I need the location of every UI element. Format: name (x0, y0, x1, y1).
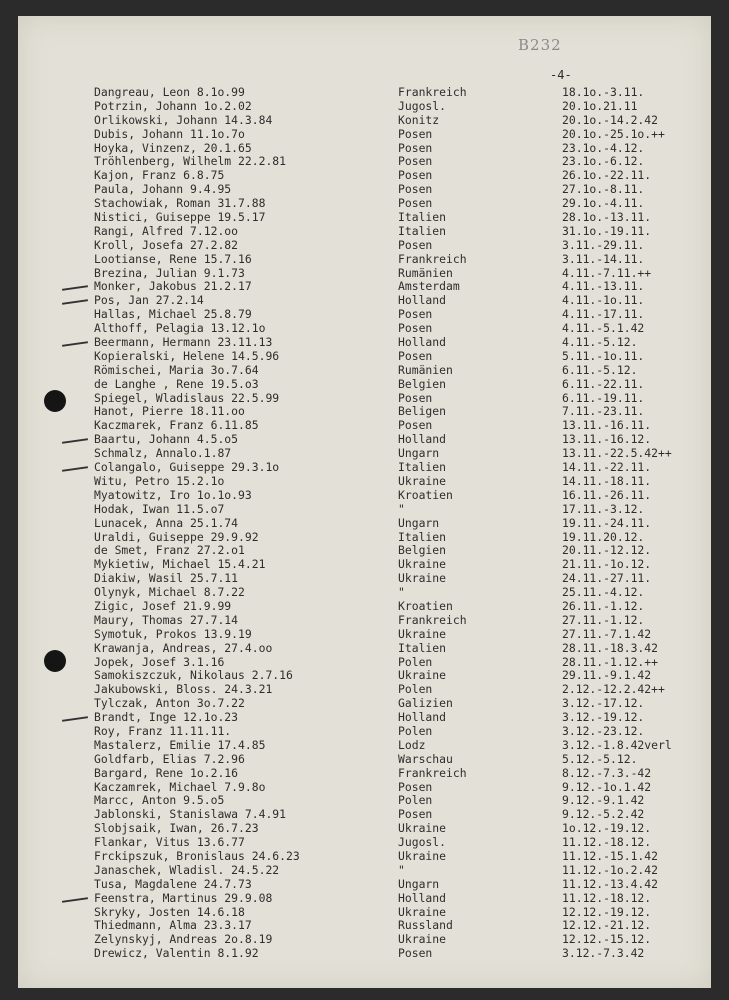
stay-dates: 3.11.-14.11. (562, 251, 645, 266)
register-row (18, 781, 711, 795)
person-name-birthdate: Hallas, Michael 25.8.79 (94, 307, 252, 322)
register-row (18, 850, 711, 864)
person-name-birthdate: Jopek, Josef 3.1.16 (94, 654, 225, 669)
person-name-birthdate: Tröhlenberg, Wilhelm 22.2.81 (94, 154, 287, 169)
stay-dates: 3.12.-23.12. (562, 723, 645, 738)
stay-dates: 11.12.-18.12. (562, 835, 652, 850)
person-name-birthdate: Tylczak, Anton 3o.7.22 (94, 696, 245, 711)
stay-dates: 12.12.-21.12. (562, 918, 652, 933)
stay-dates: 4.11.-1o.11. (562, 293, 645, 308)
person-name-birthdate: Bargard, Rene 1o.2.16 (94, 765, 239, 780)
person-name-birthdate: Myatowitz, Iro 1o.1o.93 (94, 487, 252, 502)
register-row (18, 155, 711, 169)
pencil-tick-mark (62, 438, 88, 444)
person-name-birthdate: Althoff, Pelagia 13.12.1o (94, 321, 266, 336)
person-name-birthdate: Maury, Thomas 27.7.14 (94, 612, 239, 627)
person-name-birthdate: Kaczamrek, Michael 7.9.8o (94, 779, 266, 794)
origin-place: Amsterdam (398, 279, 460, 294)
register-row (18, 919, 711, 933)
pencil-tick-mark (62, 300, 88, 306)
stay-dates: 11.12.-1o.2.42 (562, 862, 659, 877)
register-list (18, 86, 711, 961)
register-row (18, 267, 711, 281)
person-name-birthdate: Pos, Jan 27.2.14 (94, 293, 204, 308)
stay-dates: 26.1o.-22.11. (562, 168, 652, 183)
stay-dates: 28.11.-18.3.42 (562, 640, 659, 655)
register-row (18, 322, 711, 336)
person-name-birthdate: Zigic, Josef 21.9.99 (94, 598, 232, 613)
stay-dates: 27.11.-7.1.42 (562, 626, 652, 641)
origin-place: Ukraine (398, 557, 447, 572)
origin-place: Kroatien (398, 487, 453, 502)
register-row (18, 336, 711, 350)
origin-place: Frankreich (398, 251, 467, 266)
register-row (18, 558, 711, 572)
register-row (18, 600, 711, 614)
pencil-tick-mark (62, 897, 88, 903)
origin-place: Polen (398, 682, 433, 697)
person-name-birthdate: Krawanja, Andreas, 27.4.oo (94, 640, 273, 655)
pencil-annotation: B232 (518, 36, 562, 54)
person-name-birthdate: Schmalz, Annalo.1.87 (94, 446, 232, 461)
person-name-birthdate: Kroll, Josefa 27.2.82 (94, 237, 239, 252)
origin-place: Beligen (398, 404, 447, 419)
register-row (18, 503, 711, 517)
person-name-birthdate: Hodak, Iwan 11.5.o7 (94, 501, 225, 516)
person-name-birthdate: Paula, Johann 9.4.95 (94, 182, 232, 197)
origin-place: Rumänien (398, 362, 453, 377)
register-row (18, 405, 711, 419)
stay-dates: 4.11.-7.11.++ (562, 265, 652, 280)
stay-dates: 9.12.-5.2.42 (562, 807, 645, 822)
stay-dates: 8.12.-7.3.-42 (562, 765, 652, 780)
person-name-birthdate: Frckipszuk, Bronislaus 24.6.23 (94, 848, 300, 863)
origin-place: Posen (398, 348, 433, 363)
register-row (18, 211, 711, 225)
origin-place: Posen (398, 154, 433, 169)
stay-dates: 13.11.-16.12. (562, 432, 652, 447)
origin-place: Holland (398, 710, 447, 725)
stay-dates: 3.12.-17.12. (562, 696, 645, 711)
person-name-birthdate: Spiegel, Wladislaus 22.5.99 (94, 390, 280, 405)
stay-dates: 5.11.-1o.11. (562, 348, 645, 363)
stay-dates: 28.1o.-13.11. (562, 210, 652, 225)
register-row (18, 100, 711, 114)
register-row (18, 947, 711, 961)
pencil-tick-mark (62, 341, 88, 347)
pencil-tick-mark (62, 716, 88, 722)
origin-place: Posen (398, 418, 433, 433)
origin-place: Jugosl. (398, 98, 447, 113)
person-name-birthdate: Thiedmann, Alma 23.3.17 (94, 918, 252, 933)
register-row (18, 183, 711, 197)
register-row (18, 725, 711, 739)
register-row (18, 753, 711, 767)
register-row (18, 433, 711, 447)
stay-dates: 28.11.-1.12.++ (562, 654, 659, 669)
register-row (18, 128, 711, 142)
person-name-birthdate: Hanot, Pierre 18.11.oo (94, 404, 245, 419)
origin-place: Italien (398, 460, 447, 475)
register-row (18, 461, 711, 475)
origin-place: Ukraine (398, 668, 447, 683)
register-row (18, 197, 711, 211)
origin-place: Ukraine (398, 932, 447, 947)
stay-dates: 3.12.-19.12. (562, 710, 645, 725)
origin-place: Polen (398, 793, 433, 808)
person-name-birthdate: Lootianse, Rene 15.7.16 (94, 251, 252, 266)
stay-dates: 7.11.-23.11. (562, 404, 645, 419)
register-row (18, 253, 711, 267)
stay-dates: 6.11.-22.11. (562, 376, 645, 391)
person-name-birthdate: Potrzin, Johann 1o.2.02 (94, 98, 252, 113)
origin-place: Holland (398, 890, 447, 905)
stay-dates: 16.11.-26.11. (562, 487, 652, 502)
person-name-birthdate: Mastalerz, Emilie 17.4.85 (94, 737, 266, 752)
stay-dates: 25.11.-4.12. (562, 585, 645, 600)
origin-place: Galizien (398, 696, 453, 711)
stay-dates: 4.11.-5.1.42 (562, 321, 645, 336)
person-name-birthdate: Roy, Franz 11.11.11. (94, 723, 232, 738)
register-row (18, 656, 711, 670)
person-name-birthdate: Mykietiw, Michael 15.4.21 (94, 557, 266, 572)
register-row (18, 933, 711, 947)
person-name-birthdate: Feenstra, Martinus 29.9.08 (94, 890, 273, 905)
origin-place: Ukraine (398, 626, 447, 641)
register-row (18, 392, 711, 406)
person-name-birthdate: Kaczmarek, Franz 6.11.85 (94, 418, 259, 433)
person-name-birthdate: Diakiw, Wasil 25.7.11 (94, 571, 239, 586)
person-name-birthdate: Tusa, Magdalene 24.7.73 (94, 876, 252, 891)
stay-dates: 6.11.-5.12. (562, 362, 638, 377)
stay-dates: 26.11.-1.12. (562, 598, 645, 613)
stay-dates: 14.11.-22.11. (562, 460, 652, 475)
stay-dates: 1o.12.-19.12. (562, 821, 652, 836)
stay-dates: 3.11.-29.11. (562, 237, 645, 252)
origin-place: Posen (398, 946, 433, 961)
stay-dates: 29.11.-9.1.42 (562, 668, 652, 683)
stay-dates: 13.11.-16.11. (562, 418, 652, 433)
stay-dates: 5.12.-5.12. (562, 751, 638, 766)
person-name-birthdate: Zelynskyj, Andreas 2o.8.19 (94, 932, 273, 947)
stay-dates: 20.1o.-14.2.42 (562, 112, 659, 127)
stay-dates: 23.1o.-6.12. (562, 154, 645, 169)
origin-place: Holland (398, 293, 447, 308)
person-name-birthdate: Goldfarb, Elias 7.2.96 (94, 751, 245, 766)
origin-place: Frankreich (398, 765, 467, 780)
person-name-birthdate: Kopieralski, Helene 14.5.96 (94, 348, 280, 363)
stay-dates: 3.12.-7.3.42 (562, 946, 645, 961)
origin-place: Ukraine (398, 571, 447, 586)
person-name-birthdate: Slobjsaik, Iwan, 26.7.23 (94, 821, 259, 836)
register-row (18, 586, 711, 600)
stay-dates: 20.11.-12.12. (562, 543, 652, 558)
stay-dates: 27.11.-1.12. (562, 612, 645, 627)
stay-dates: 2.12.-12.2.42++ (562, 682, 665, 697)
register-row (18, 642, 711, 656)
person-name-birthdate: Jakubowski, Bloss. 24.3.21 (94, 682, 273, 697)
origin-place: Italien (398, 223, 447, 238)
origin-place: Russland (398, 918, 453, 933)
page-number: -4- (550, 68, 572, 82)
origin-place: Posen (398, 168, 433, 183)
origin-place: Posen (398, 390, 433, 405)
origin-place: Posen (398, 807, 433, 822)
document-page (18, 16, 711, 988)
stay-dates: 4.11.-13.11. (562, 279, 645, 294)
register-row (18, 350, 711, 364)
origin-place: Holland (398, 335, 447, 350)
person-name-birthdate: Uraldi, Guiseppe 29.9.92 (94, 529, 259, 544)
register-row (18, 169, 711, 183)
person-name-birthdate: Jablonski, Stanislawa 7.4.91 (94, 807, 287, 822)
register-row (18, 864, 711, 878)
register-row (18, 739, 711, 753)
person-name-birthdate: Janaschek, Wladisl. 24.5.22 (94, 862, 280, 877)
origin-place: Posen (398, 126, 433, 141)
person-name-birthdate: de Smet, Franz 27.2.o1 (94, 543, 245, 558)
stay-dates: 31.1o.-19.11. (562, 223, 652, 238)
stay-dates: 4.11.-5.12. (562, 335, 638, 350)
register-row (18, 572, 711, 586)
person-name-birthdate: de Langhe , Rene 19.5.o3 (94, 376, 259, 391)
register-row (18, 836, 711, 850)
stay-dates: 4.11.-17.11. (562, 307, 645, 322)
origin-place: Ungarn (398, 515, 440, 530)
register-row (18, 531, 711, 545)
origin-place: Polen (398, 723, 433, 738)
pencil-tick-mark (62, 286, 88, 292)
person-name-birthdate: Baartu, Johann 4.5.o5 (94, 432, 239, 447)
register-row (18, 544, 711, 558)
register-row (18, 364, 711, 378)
origin-place: Lodz (398, 737, 426, 752)
person-name-birthdate: Kajon, Franz 6.8.75 (94, 168, 225, 183)
person-name-birthdate: Stachowiak, Roman 31.7.88 (94, 196, 266, 211)
stay-dates: 27.1o.-8.11. (562, 182, 645, 197)
person-name-birthdate: Flankar, Vitus 13.6.77 (94, 835, 245, 850)
person-name-birthdate: Marcc, Anton 9.5.o5 (94, 793, 225, 808)
origin-place: Warschau (398, 751, 453, 766)
register-row (18, 878, 711, 892)
origin-place: Ukraine (398, 848, 447, 863)
register-row (18, 683, 711, 697)
person-name-birthdate: Witu, Petro 15.2.1o (94, 473, 225, 488)
origin-place: Holland (398, 432, 447, 447)
stay-dates: 13.11.-22.5.42++ (562, 446, 672, 461)
register-row (18, 378, 711, 392)
stay-dates: 12.12.-19.12. (562, 904, 652, 919)
register-row (18, 711, 711, 725)
person-name-birthdate: Beermann, Hermann 23.11.13 (94, 335, 273, 350)
register-row (18, 142, 711, 156)
stay-dates: 12.12.-15.12. (562, 932, 652, 947)
stay-dates: 21.11.-1o.12. (562, 557, 652, 572)
person-name-birthdate: Drewicz, Valentin 8.1.92 (94, 946, 259, 961)
register-row (18, 808, 711, 822)
origin-place: Italien (398, 210, 447, 225)
register-row (18, 447, 711, 461)
origin-place: Kroatien (398, 598, 453, 613)
person-name-birthdate: Hoyka, Vinzenz, 20.1.65 (94, 140, 252, 155)
register-row (18, 517, 711, 531)
person-name-birthdate: Monker, Jakobus 21.2.17 (94, 279, 252, 294)
person-name-birthdate: Dangreau, Leon 8.1o.99 (94, 85, 245, 99)
origin-place: Jugosl. (398, 835, 447, 850)
register-row (18, 114, 711, 128)
origin-place: Posen (398, 779, 433, 794)
register-row (18, 906, 711, 920)
origin-place: Italien (398, 640, 447, 655)
origin-place: Posen (398, 321, 433, 336)
stay-dates: 20.1o.-25.1o.++ (562, 126, 665, 141)
register-row (18, 794, 711, 808)
origin-place: Belgien (398, 543, 447, 558)
origin-place: " (398, 501, 405, 516)
stay-dates: 19.11.20.12. (562, 529, 645, 544)
register-row (18, 308, 711, 322)
person-name-birthdate: Brezina, Julian 9.1.73 (94, 265, 245, 280)
origin-place: Konitz (398, 112, 440, 127)
register-row (18, 294, 711, 308)
origin-place: Ungarn (398, 876, 440, 891)
person-name-birthdate: Römischei, Maria 3o.7.64 (94, 362, 259, 377)
stay-dates: 11.12.-13.4.42 (562, 876, 659, 891)
origin-place: Belgien (398, 376, 447, 391)
origin-place: Frankreich (398, 612, 467, 627)
register-row (18, 767, 711, 781)
person-name-birthdate: Colangalo, Guiseppe 29.3.1o (94, 460, 280, 475)
stay-dates: 9.12.-1o.1.42 (562, 779, 652, 794)
register-row (18, 489, 711, 503)
origin-place: Polen (398, 654, 433, 669)
origin-place: Posen (398, 237, 433, 252)
stay-dates: 9.12.-9.1.42 (562, 793, 645, 808)
origin-place: Frankreich (398, 85, 467, 99)
register-row (18, 628, 711, 642)
stay-dates: 3.12.-1.8.42verl (562, 737, 672, 752)
stay-dates: 23.1o.-4.12. (562, 140, 645, 155)
person-name-birthdate: Symotuk, Prokos 13.9.19 (94, 626, 252, 641)
stay-dates: 14.11.-18.11. (562, 473, 652, 488)
origin-place: Ukraine (398, 473, 447, 488)
origin-place: Italien (398, 529, 447, 544)
origin-place: Ungarn (398, 446, 440, 461)
origin-place: Posen (398, 182, 433, 197)
origin-place: " (398, 585, 405, 600)
person-name-birthdate: Rangi, Alfred 7.12.oo (94, 223, 239, 238)
origin-place: Posen (398, 140, 433, 155)
person-name-birthdate: Dubis, Johann 11.1o.7o (94, 126, 245, 141)
origin-place: Ukraine (398, 821, 447, 836)
stay-dates: 19.11.-24.11. (562, 515, 652, 530)
pencil-tick-mark (62, 466, 88, 472)
register-row (18, 86, 711, 100)
origin-place: Posen (398, 307, 433, 322)
register-row (18, 475, 711, 489)
register-row (18, 669, 711, 683)
origin-place: Posen (398, 196, 433, 211)
stay-dates: 20.1o.21.11 (562, 98, 638, 113)
person-name-birthdate: Samokiszczuk, Nikolaus 2.7.16 (94, 668, 293, 683)
register-row (18, 822, 711, 836)
person-name-birthdate: Skryky, Josten 14.6.18 (94, 904, 245, 919)
person-name-birthdate: Lunacek, Anna 25.1.74 (94, 515, 239, 530)
stay-dates: 11.12.-15.1.42 (562, 848, 659, 863)
person-name-birthdate: Brandt, Inge 12.1o.23 (94, 710, 239, 725)
stay-dates: 18.1o.-3.11. (562, 85, 645, 99)
register-row (18, 419, 711, 433)
stay-dates: 17.11.-3.12. (562, 501, 645, 516)
stay-dates: 29.1o.-4.11. (562, 196, 645, 211)
stay-dates: 6.11.-19.11. (562, 390, 645, 405)
register-row (18, 614, 711, 628)
origin-place: " (398, 862, 405, 877)
person-name-birthdate: Orlikowski, Johann 14.3.84 (94, 112, 273, 127)
stay-dates: 24.11.-27.11. (562, 571, 652, 586)
person-name-birthdate: Olynyk, Michael 8.7.22 (94, 585, 245, 600)
register-row (18, 697, 711, 711)
person-name-birthdate: Nistici, Guiseppe 19.5.17 (94, 210, 266, 225)
stay-dates: 11.12.-18.12. (562, 890, 652, 905)
register-row (18, 280, 711, 294)
origin-place: Rumänien (398, 265, 453, 280)
origin-place: Ukraine (398, 904, 447, 919)
register-row (18, 225, 711, 239)
register-row (18, 239, 711, 253)
register-row (18, 892, 711, 906)
